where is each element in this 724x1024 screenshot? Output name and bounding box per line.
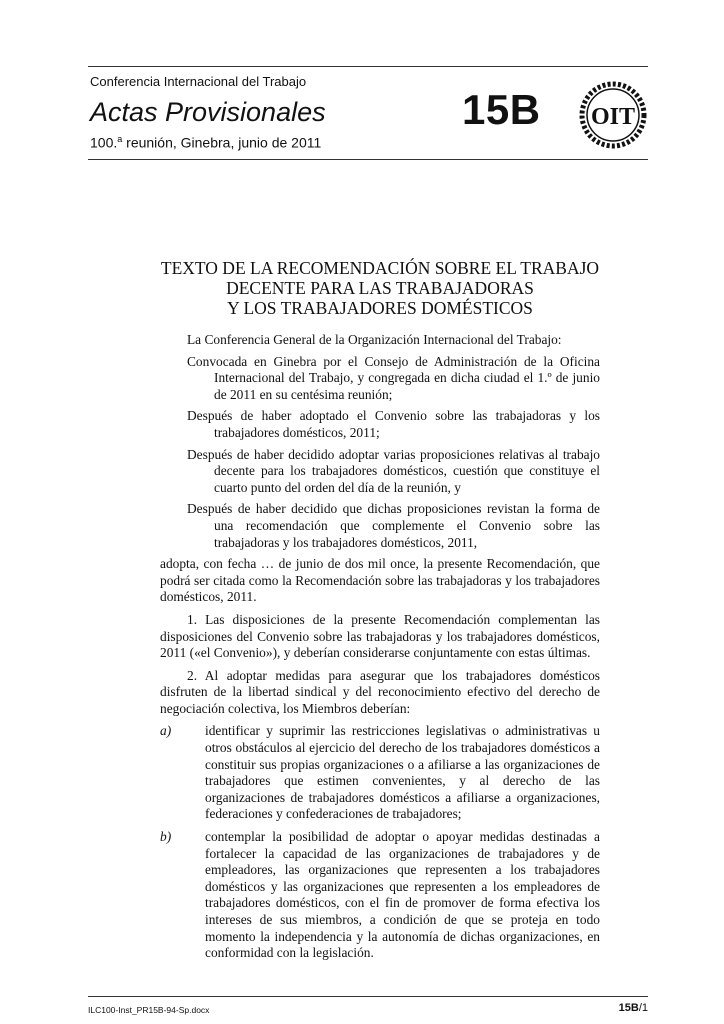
consideration-paragraph: Después de haber decidido que dichas proposiciones revistan la forma de una recomendación que complemente el Convenio sobre las trabajadoras y los trabajadores domésticos, 2011,: [187, 501, 600, 550]
footer-filename: ILC100-Inst_PR15B-94-Sp.docx: [88, 1005, 210, 1015]
list-item-text: contemplar la posibilidad de adoptar o apoyar medidas destinadas a fortalecer la capacidad de las organizaciones de trabajadores y de empleadores, las organizaciones que representen a los trabajadores domésticos y las organizaciones que representen a los empleadores de trabajadores domésticos, con el fin de promover de forma efectiva los intereses de sus miembros, a condición de que se proteja en todo momento la independencia y la autonomía de dichas organizaciones, en conformidad con la legislación.: [205, 829, 600, 961]
list-item: [160, 829, 600, 962]
footer-page-number: 15B/1: [618, 1002, 648, 1014]
consideration-paragraph: Después de haber adoptado el Convenio sobre las trabajadoras y los trabajadores domésticos, 2011;: [187, 408, 600, 440]
preamble-lead: La Conferencia General de la Organización Internacional del Trabajo:: [187, 332, 562, 347]
consideration-paragraph: Después de haber decidido adoptar varias proposiciones relativas al trabajo decente para los trabajadores domésticos, cuestión que constituye el cuarto punto del orden del día de la reunión, y: [187, 446, 600, 495]
svg-text:OIT: OIT: [590, 104, 636, 130]
title-line: DECENTE PARA LAS TRABAJADORAS: [226, 278, 534, 298]
list-item: [160, 723, 600, 823]
list-item-label: a): [160, 723, 172, 739]
title-line: TEXTO DE LA RECOMENDACIÓN SOBRE EL TRABAJO: [160, 258, 600, 278]
paragraph-1: 1. Las disposiciones de la presente Recomendación complementan las disposiciones del Convenio sobre las trabajadoras y los trabajadores domésticos, 2011 («el Convenio»), y deberían considerarse conjuntamente con estas últimas.: [160, 611, 600, 661]
consideration-paragraph: Convocada en Ginebra por el Consejo de Administración de la Oficina Internacional del Trabajo, y congregada en dicha ciudad el 1.º de junio de 2011 en su centésima reunión;: [187, 353, 600, 402]
issue-number-badge: 15B: [462, 86, 541, 133]
adoption-paragraph: adopta, con fecha … de junio de dos mil once, la presente Recomendación, que podrá ser citada como la Recomendación sobre las trabajadoras y los trabajadores domésticos, 2011.: [160, 556, 600, 605]
paragraph-2: 2. Al adoptar medidas para asegurar que los trabajadores domésticos disfruten de la libertad sindical y del reconocimiento efectivo del derecho de negociación colectiva, los Miembros deberían:: [160, 667, 600, 716]
session-line: 100.$^a$ reunión, Ginebra, junio de 2011: [90, 134, 322, 151]
document-body: [160, 332, 600, 968]
list-item-text: identificar y suprimir las restricciones legislativas o administrativas u otros obstáculos al ejercicio del derecho de los trabajadores domésticos a constituir sus propias organizaciones o a afiliarse a las organizaciones de trabajadores que estimen convenientes, y al derecho de las organizaciones de trabajadores domésticos a afiliarse a organizaciones, federaciones y confederaciones de trabajadores;: [205, 723, 600, 822]
conference-name: Conferencia Internacional del Trabajo: [90, 74, 307, 89]
document-title: [160, 258, 600, 318]
list-item-label: b): [160, 829, 172, 845]
footer-rule: [88, 996, 648, 997]
title-line: Y LOS TRABAJADORES DOMÉSTICOS: [227, 298, 533, 318]
publication-title: Actas Provisionales: [90, 97, 326, 127]
ilo-logo-icon: [578, 80, 648, 150]
header-top-rule: [88, 66, 648, 67]
header-bottom-rule: [88, 159, 648, 160]
